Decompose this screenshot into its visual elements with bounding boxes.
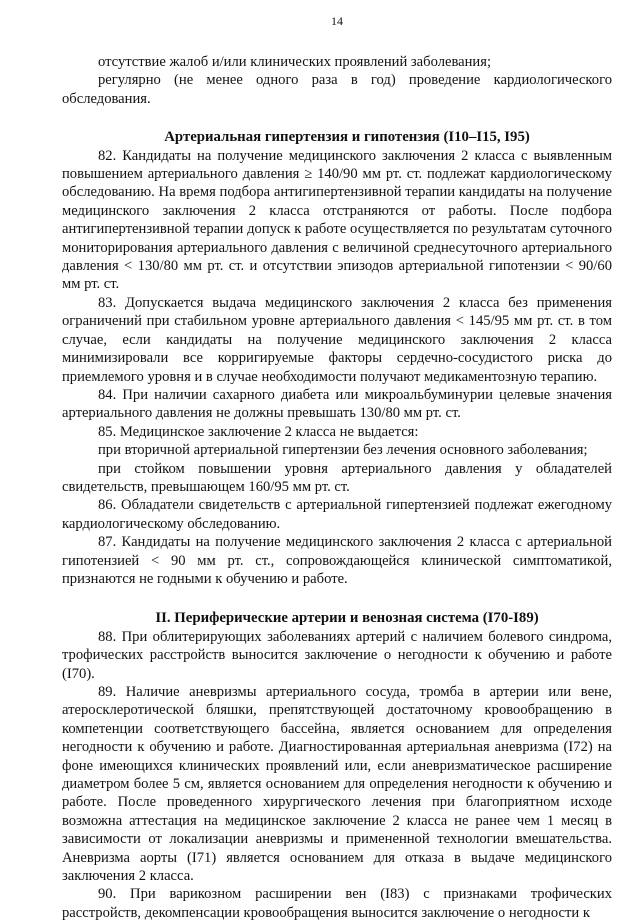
spacer — [62, 588, 612, 609]
paragraph-85: 85. Медицинское заключение 2 класса не выдается: — [98, 423, 419, 440]
paragraph-88: 88. При облитерирующих заболеваниях артерий с наличием болевого синдрома, трофических расстройств выносится заключение о негодности к обучению и работе (I70). — [62, 628, 612, 682]
paragraph-86: 86. Обладатели свидетельств с артериальной гипертензией подлежат ежегодному кардиологическому обследованию. — [62, 497, 612, 532]
paragraph-85-item-2: при стойком повышении уровня артериального давления у обладателей свидетельств, превышающем 160/95 мм рт. ст. — [62, 460, 612, 495]
paragraph-82: 82. Кандидаты на получение медицинского заключения 2 класса с выявленным повышением артериального давления ≥ 140/90 мм рт. ст. подлежат кардиологическому обследованию. На время подбора антигипертензивной терапии кандидаты на получение медицинского заключения 2 класса отстраняются от работы. После подбора антигипертензивной терапии допуск к работе осуществляется по результатам суточного мониторирования артериального давления с величиной среднесуточного артериального давления < 130/80 мм рт. ст. и отсутствии эпизодов артериальной гипотензии < 90/60 мм рт. ст. — [62, 147, 612, 293]
paragraph-84: 84. При наличии сахарного диабета или микроальбуминурии целевые значения артериального давления не должны превышать 130/80 мм рт. ст. — [62, 386, 612, 422]
spacer — [62, 108, 612, 128]
paragraph-85-item-1: при вторичной артериальной гипертензии без лечения основного заболевания; — [98, 442, 588, 459]
paragraph-87: 87. Кандидаты на получение медицинского заключения 2 класса с артериальной гипотензией < 90 мм рт. ст., сопровождающейся клинической симптоматикой, признаются не годными к обучению и работе. — [62, 534, 612, 587]
paragraph-annual-exam: регулярно (не менее одного раза в год) проведение кардиологического обследования. — [62, 72, 612, 107]
paragraph-no-complaints: отсутствие жалоб и/или клинических проявлений заболевания; — [98, 54, 492, 70]
section-title-peripheral-arteries: II. Периферические артерии и венозная система (I70-I89) — [155, 610, 539, 627]
paragraph-89: 89. Наличие аневризмы артериального сосуда, тромба в артерии или вене, атеросклеротической бляшки, препятствующей достаточному кровообращению в компетенции соответствующего бассейна, является основанием для определения негодности к обучению и работе. Диагностированная артериальная аневризма (I72) на фоне имеющихся клинических проявлений или, если аневризматическое расширение диаметром более 5 см, является основанием для определения негодности к обучению и работе. После проведенного хирургического лечения при благоприятном исходе возможна аттестация на медицинское заключение 2 класса не ранее чем 1 месяц в зависимости от локализации аневризмы и примененной технологии вмешательства. Аневризма аорты (I71) является основанием для отказа в выдаче медицинского заключения 2 класса. — [62, 684, 612, 885]
section-title-hypertension: Артериальная гипертензия и гипотензия (I10–I15, I95) — [164, 129, 530, 146]
page-number: 14 — [331, 14, 343, 28]
paragraph-90: 90. При варикозном расширении вен (I83) с признаками трофических расстройств, декомпенсации кровообращения выносится заключение о негодности к — [62, 886, 612, 921]
paragraph-83: 83. Допускается выдача медицинского заключения 2 класса без применения ограничений при стабильном уровне артериального давления < 145/95 мм рт. ст. в том случае, если кандидаты на получение медицинского заключения 2 класса минимизировали все корригируемые факторы сердечно-сосудистого риска до приемлемого уровня и в случае необходимости получают медикаментозную терапию. — [62, 294, 612, 385]
